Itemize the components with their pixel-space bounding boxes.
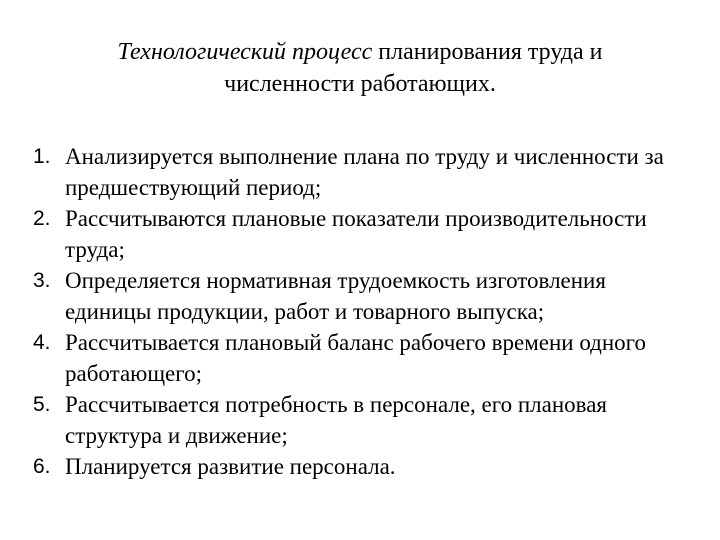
list-item-number: 6. [33, 455, 51, 478]
list-item [33, 451, 693, 482]
list-item [33, 203, 693, 265]
list-item [33, 265, 693, 327]
list-item [33, 389, 693, 451]
list-item [33, 327, 693, 389]
list-item-text: Рассчитывается потребность в персонале, его плановая структура и движение; [65, 392, 608, 448]
title-line-1 [40, 36, 680, 68]
list-item-number: 1. [33, 145, 51, 168]
title-italic-part: Технологический процесс [117, 39, 373, 65]
list-item-text: Рассчитываются плановые показатели производительности труда; [65, 206, 647, 262]
list-item [33, 141, 693, 203]
process-steps-list [33, 141, 693, 482]
title-line-2: численности работающих. [224, 71, 496, 97]
title-rest: планирования труда и [372, 39, 603, 65]
list-item-number: 4. [33, 331, 51, 354]
slide-title [40, 36, 680, 100]
list-item-text: Планируется развитие персонала. [65, 454, 396, 479]
list-item-number: 3. [33, 269, 51, 292]
list-item-text: Определяется нормативная трудоемкость изготовления единицы продукции, работ и товарного выпуска; [65, 268, 606, 324]
list-item-number: 5. [33, 393, 51, 416]
list-item-text: Анализируется выполнение плана по труду и численности за предшествующий период; [65, 144, 664, 200]
list-item-number: 2. [33, 207, 51, 230]
list-item-text: Рассчитывается плановый баланс рабочего времени одного работающего; [65, 330, 647, 386]
